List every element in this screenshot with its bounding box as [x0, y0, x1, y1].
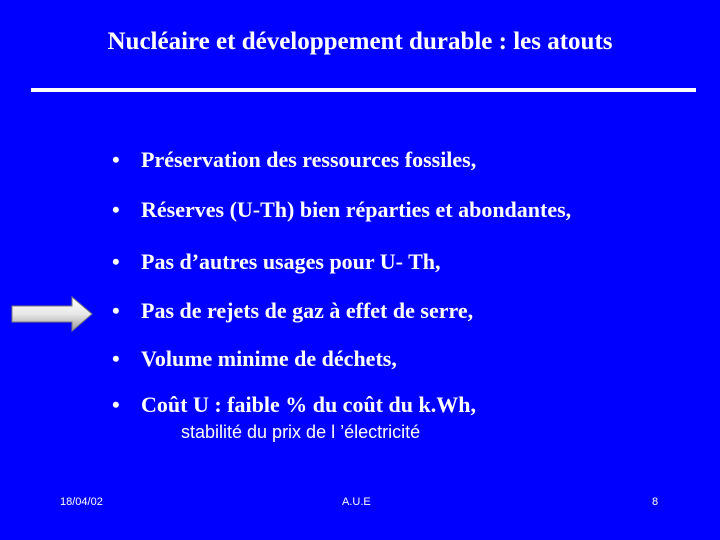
footer-date: 18/04/02 [60, 496, 103, 508]
bullet-dot: • [112, 197, 120, 222]
page-number: 8 [652, 496, 659, 508]
bullet-dot: • [112, 298, 120, 323]
title-underline [31, 88, 696, 92]
bullet-text: Coût U : faible % du coût du k.Wh, [141, 392, 476, 417]
bullet-dot: • [112, 147, 120, 172]
bullet-text: Pas d’autres usages pour U- Th, [141, 249, 441, 274]
bullet-dot: • [112, 346, 120, 371]
bullet-text: Préservation des ressources fossiles, [141, 147, 477, 172]
bullet-dot: • [112, 392, 120, 417]
right-arrow-icon [10, 294, 95, 334]
footer-center-text: A.U.E [342, 496, 371, 508]
bullet-text: Réserves (U-Th) bien réparties et abondantes, [141, 197, 572, 222]
bullet-dot: • [112, 249, 120, 274]
bullet-text: Pas de rejets de gaz à effet de serre, [141, 298, 474, 323]
bullet-text: Volume minime de déchets, [141, 346, 397, 371]
sub-note: stabilité du prix de l ’électricité [181, 422, 421, 442]
slide-title: Nucléaire et développement durable : les atouts [107, 28, 613, 55]
